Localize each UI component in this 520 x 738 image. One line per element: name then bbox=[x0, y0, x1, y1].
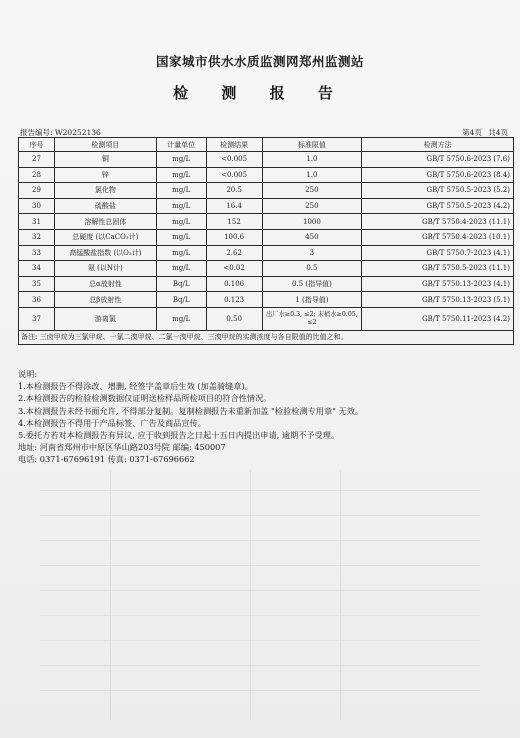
cell-item: 高锰酸盐指数 (以O₂计) bbox=[54, 245, 156, 261]
cell-result: <0.02 bbox=[206, 261, 262, 277]
table-row bbox=[19, 307, 514, 330]
cell-no: 36 bbox=[19, 292, 55, 308]
cell-limit: 3 bbox=[262, 245, 362, 261]
instruction-item: 3.本检测报告未经书面允许, 不得部分复制。复制检测报告未重新加盖 "检验检测专用章" 无效。 bbox=[18, 405, 364, 416]
cell-unit: mg/L bbox=[156, 214, 206, 230]
instructions-block bbox=[18, 368, 363, 466]
cell-no: 28 bbox=[19, 167, 55, 183]
table-header-row bbox=[19, 138, 514, 152]
cell-item: 溶解性总固体 bbox=[54, 214, 156, 230]
cell-method: GB/T 5750.5-2023 (4.2) bbox=[362, 198, 514, 214]
note-row bbox=[19, 330, 514, 344]
instruction-item: 4.本检测报告不得用于产品标签、广告及商品宣传。 bbox=[18, 417, 206, 428]
table-row bbox=[19, 214, 514, 230]
cell-method: GB/T 5750.4-2023 (11.1) bbox=[362, 214, 514, 230]
cell-method: GB/T 5750.6-2023 (7.6) bbox=[362, 152, 514, 168]
cell-unit: mg/L bbox=[156, 307, 206, 330]
cell-result: 100.6 bbox=[206, 229, 262, 245]
cell-unit: Bq/L bbox=[156, 276, 206, 292]
cell-result: 0.123 bbox=[206, 292, 262, 308]
cell-no: 37 bbox=[19, 307, 55, 330]
cell-result: 16.4 bbox=[206, 198, 262, 214]
cell-item: 铜 bbox=[54, 152, 156, 168]
cell-no: 29 bbox=[19, 183, 55, 199]
table-row bbox=[19, 167, 514, 183]
organization-title: 国家城市供水水质监测网郑州监测站 bbox=[155, 54, 364, 69]
cell-item: 锌 bbox=[54, 167, 156, 183]
cell-item: 氯化物 bbox=[54, 183, 156, 199]
cell-no: 30 bbox=[19, 198, 55, 214]
cell-unit: mg/L bbox=[156, 198, 206, 214]
cell-result: 0.106 bbox=[206, 276, 262, 292]
cell-method: GB/T 5750.13-2023 (5.1) bbox=[362, 292, 514, 308]
instruction-item: 2.本检测报告的检验检测数据仅证明送检样品所检项目的符合性情况。 bbox=[18, 393, 272, 404]
cell-item: 总β放射性 bbox=[54, 292, 156, 308]
cell-method: GB/T 5750.7-2023 (4.1) bbox=[362, 245, 514, 261]
table-row bbox=[19, 276, 514, 292]
cell-no: 27 bbox=[19, 152, 55, 168]
cell-unit: Bq/L bbox=[156, 292, 206, 308]
table-note: 备注: 三卤甲烷为三氯甲烷、一氯二溴甲烷、二氯一溴甲烷、三溴甲烷的实测浓度与各自限值的比值之和。 bbox=[19, 330, 514, 344]
table-row bbox=[19, 261, 514, 277]
table-row bbox=[19, 198, 514, 214]
table-row bbox=[19, 292, 514, 308]
cell-limit: 250 bbox=[262, 198, 362, 214]
cell-result: <0.005 bbox=[206, 167, 262, 183]
report-title: 检 测 报 告 bbox=[173, 84, 347, 102]
table-row bbox=[19, 229, 514, 245]
cell-limit: 0.5 (指导值) bbox=[262, 276, 362, 292]
cell-limit: 250 bbox=[262, 183, 362, 199]
cell-limit: 1.0 bbox=[262, 152, 362, 168]
cell-no: 34 bbox=[19, 261, 55, 277]
table-row bbox=[19, 183, 514, 199]
cell-item: 总α放射性 bbox=[54, 276, 156, 292]
cell-method: GB/T 5750.6-2023 (8.4) bbox=[362, 167, 514, 183]
col-header-no: 序号 bbox=[19, 138, 55, 152]
cell-method: GB/T 5750.13-2023 (4.1) bbox=[362, 276, 514, 292]
cell-unit: mg/L bbox=[156, 152, 206, 168]
cell-item: 氨 (以N计) bbox=[54, 261, 156, 277]
cell-result: 0.50 bbox=[206, 307, 262, 330]
cell-unit: mg/L bbox=[156, 261, 206, 277]
col-header-limit: 标准限值 bbox=[262, 138, 362, 152]
contact-line: 电话: 0371-67696191 传真: 0371-67696662 bbox=[18, 454, 195, 465]
results-table bbox=[18, 137, 514, 345]
table-row bbox=[19, 245, 514, 261]
cell-unit: mg/L bbox=[156, 229, 206, 245]
instructions-heading: 说明: bbox=[18, 369, 38, 379]
cell-no: 33 bbox=[19, 245, 55, 261]
cell-limit: 出厂水≥0.3, ≤2; 末梢水≥0.05, ≤2 bbox=[262, 307, 362, 330]
cell-method: GB/T 5750.4-2023 (10.1) bbox=[362, 229, 514, 245]
cell-result: 20.5 bbox=[206, 183, 262, 199]
cell-item: 硫酸盐 bbox=[54, 198, 156, 214]
cell-no: 31 bbox=[19, 214, 55, 230]
cell-limit: 0.5 bbox=[262, 261, 362, 277]
page-info: 第4页 共4页 bbox=[462, 128, 508, 137]
cell-limit: 1.0 bbox=[262, 167, 362, 183]
cell-unit: mg/L bbox=[156, 245, 206, 261]
cell-item: 游离氯 bbox=[54, 307, 156, 330]
cell-no: 35 bbox=[19, 276, 55, 292]
cell-limit: 1000 bbox=[262, 214, 362, 230]
show-through-texture bbox=[0, 470, 520, 738]
instruction-item: 5.委托方若对本检测报告有异议, 应于收到报告之日起十五日内提出申请, 逾期不予受理。 bbox=[18, 430, 340, 441]
address-line: 地址: 河南省郑州市中原区华山路203号院 邮编: 450007 bbox=[18, 442, 226, 453]
cell-no: 32 bbox=[19, 229, 55, 245]
cell-result: <0.005 bbox=[206, 152, 262, 168]
cell-unit: mg/L bbox=[156, 183, 206, 199]
table-row bbox=[19, 152, 514, 168]
cell-method: GB/T 5750.5-2023 (5.2) bbox=[362, 183, 514, 199]
col-header-unit: 计量单位 bbox=[156, 138, 206, 152]
cell-limit: 450 bbox=[262, 229, 362, 245]
col-header-item: 检测项目 bbox=[54, 138, 156, 152]
report-number: 报告编号: W20252136 bbox=[20, 128, 101, 137]
cell-limit: 1 (指导值) bbox=[262, 292, 362, 308]
cell-result: 152 bbox=[206, 214, 262, 230]
col-header-method: 检测方法 bbox=[362, 138, 514, 152]
cell-method: GB/T 5750.11-2023 (4.2) bbox=[362, 307, 514, 330]
cell-result: 2.62 bbox=[206, 245, 262, 261]
cell-item: 总硬度 (以CaCO₃计) bbox=[54, 229, 156, 245]
cell-unit: mg/L bbox=[156, 167, 206, 183]
col-header-result: 检测结果 bbox=[206, 138, 262, 152]
instruction-item: 1.本检测报告不得涂改、增删, 经签字盖章后生效 (加盖骑缝章)。 bbox=[18, 381, 253, 392]
cell-method: GB/T 5750.5-2023 (11.1) bbox=[362, 261, 514, 277]
